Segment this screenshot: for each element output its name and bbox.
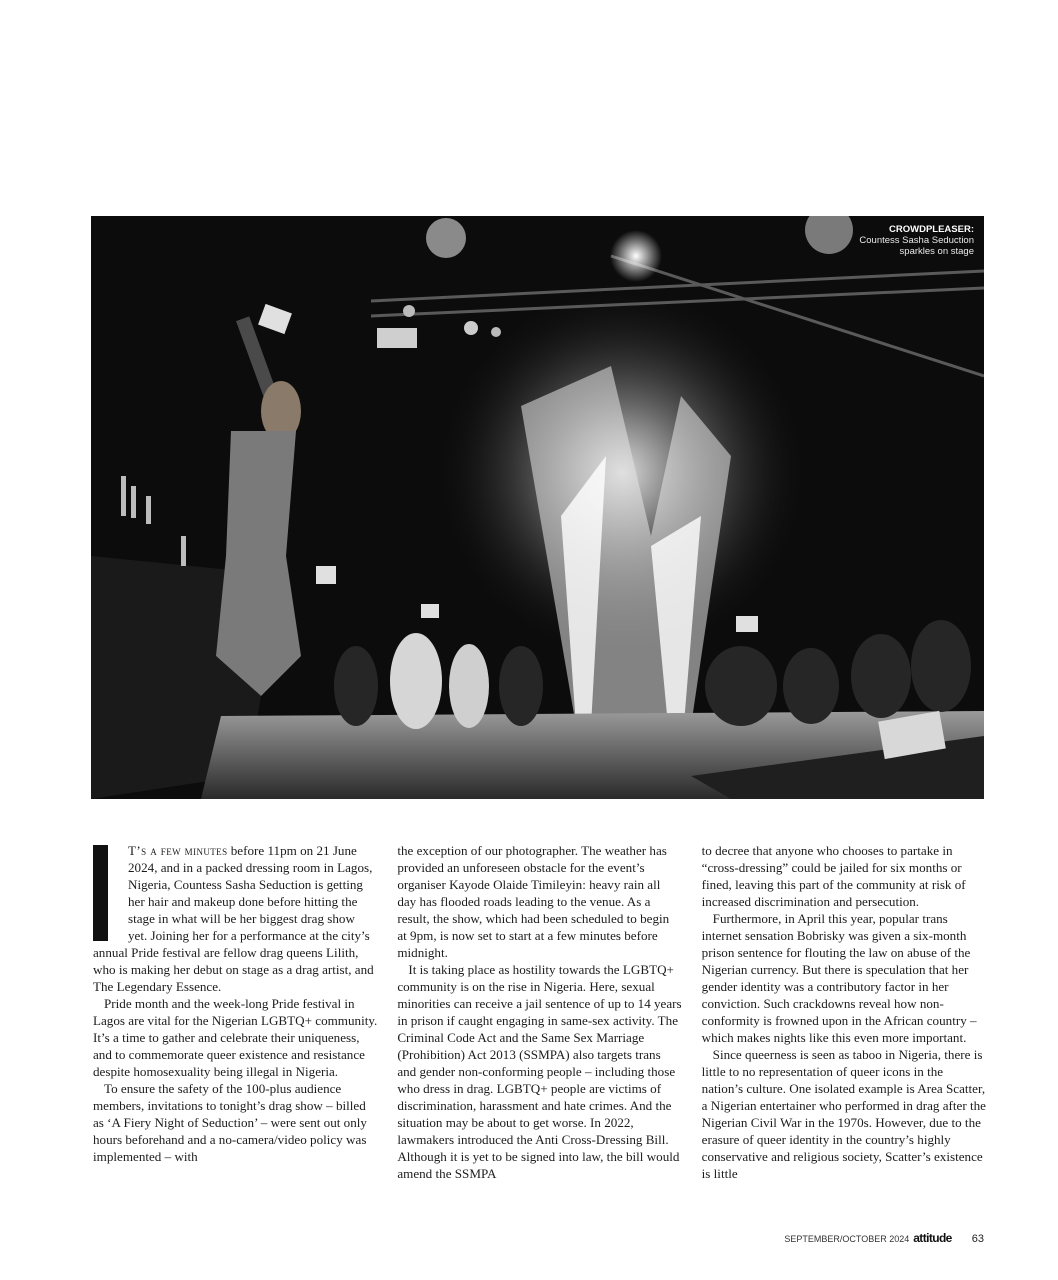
article-body	[93, 842, 986, 1202]
page-footer	[784, 1231, 984, 1245]
column-2	[397, 842, 681, 1202]
paragraph: to decree that anyone who chooses to partake in “cross-dressing” could be jailed for six months or fined, leaving this part of the community at risk of increased discrimination and persecution.	[701, 843, 966, 909]
caption-line-2: sparkles on stage	[899, 246, 974, 257]
hero-photo	[91, 216, 984, 799]
paragraph	[93, 842, 377, 995]
paragraph: Since queerness is seen as taboo in Nigeria, there is little to no representation of queer icons in the nation’s culture. One isolated example is Area Scatter, a Nigerian entertainer who performed in drag after the Nigerian Civil War in the 1970s. However, due to the erasure of queer identity in the country’s highly conservative and religious society, Scatter’s existence is little	[701, 1047, 986, 1181]
paragraph: the exception of our photographer. The weather has provided an unforeseen obstacle for the event’s organiser Kayode Olaide Timileyin: heavy rain all day has flooded roads leading to the venue. As a result, the show, which had been scheduled to begin at 9pm, is now set to start at a few minutes before midnight.	[397, 843, 670, 960]
disco-ball-left	[426, 218, 466, 258]
column-3	[702, 842, 986, 1202]
photo-caption	[859, 224, 974, 257]
paragraph: Furthermore, in April this year, popular trans internet sensation Bobrisky was given a six-month prison sentence for flouting the law on abuse of the Nigerian currency. But there is speculation that her gender identity was a contributory factor in her conviction. Such crackdowns reveal how non-conformity is frowned upon in the African country – which makes nights like this even more important.	[701, 911, 977, 1045]
caption-label: CROWDPLEASER:	[889, 224, 974, 235]
stage-photo-illustration	[91, 216, 984, 799]
paragraph: It is taking place as hostility towards the LGBTQ+ community is on the rise in Nigeria. Here, sexual minorities can receive a jail sentence of up to 14 years in prison if caught engaging in same-sex activity. The Criminal Code Act and the Same Sex Marriage (Prohibition) Act 2013 (SSMPA) also targets trans and gender non-conforming people – including those who dress in drag. LGBTQ+ people are victims of discrimination, harassment and hate crimes. And the situation may be about to get worse. In 2022, lawmakers introduced the Anti Cross-Dressing Bill. Although it is yet to be signed into law, the bill would amend the SSMPA	[397, 962, 682, 1181]
lead-in: T’s a few minutes	[128, 843, 228, 858]
spotlight	[610, 230, 662, 282]
magazine-name: attitude	[913, 1231, 952, 1245]
paragraph: Pride month and the week-long Pride festival in Lagos are vital for the Nigerian LGBTQ+ community. It’s a time to gather and celebrate their uniqueness, and to commemorate queer existence and resistance despite homosexuality being illegal in Nigeria.	[93, 996, 378, 1079]
page-number: 63	[971, 1233, 984, 1245]
paragraph: To ensure the safety of the 100-plus audience members, invitations to tonight’s drag show – billed as ‘A Fiery Night of Seduction’ – were sent out only hours beforehand and a no-camera/video policy was implemented – with	[93, 1081, 367, 1164]
caption-line-1: Countess Sasha Seduction	[859, 235, 974, 246]
column-1	[93, 842, 377, 1202]
drop-cap	[93, 845, 108, 941]
paragraph-text: before 11pm on 21 June 2024, and in a packed dressing room in Lagos, Nigeria, Countess Sasha Seduction is getting her hair and makeup done before hitting the stage in what will be her biggest drag show yet. Joining her for a performance at the city’s annual Pride festival are fellow drag queens Lilith, who is making her debut on stage as a drag artist, and The Legendary Essence.	[93, 843, 374, 994]
issue-date: SEPTEMBER/OCTOBER 2024	[784, 1234, 910, 1244]
